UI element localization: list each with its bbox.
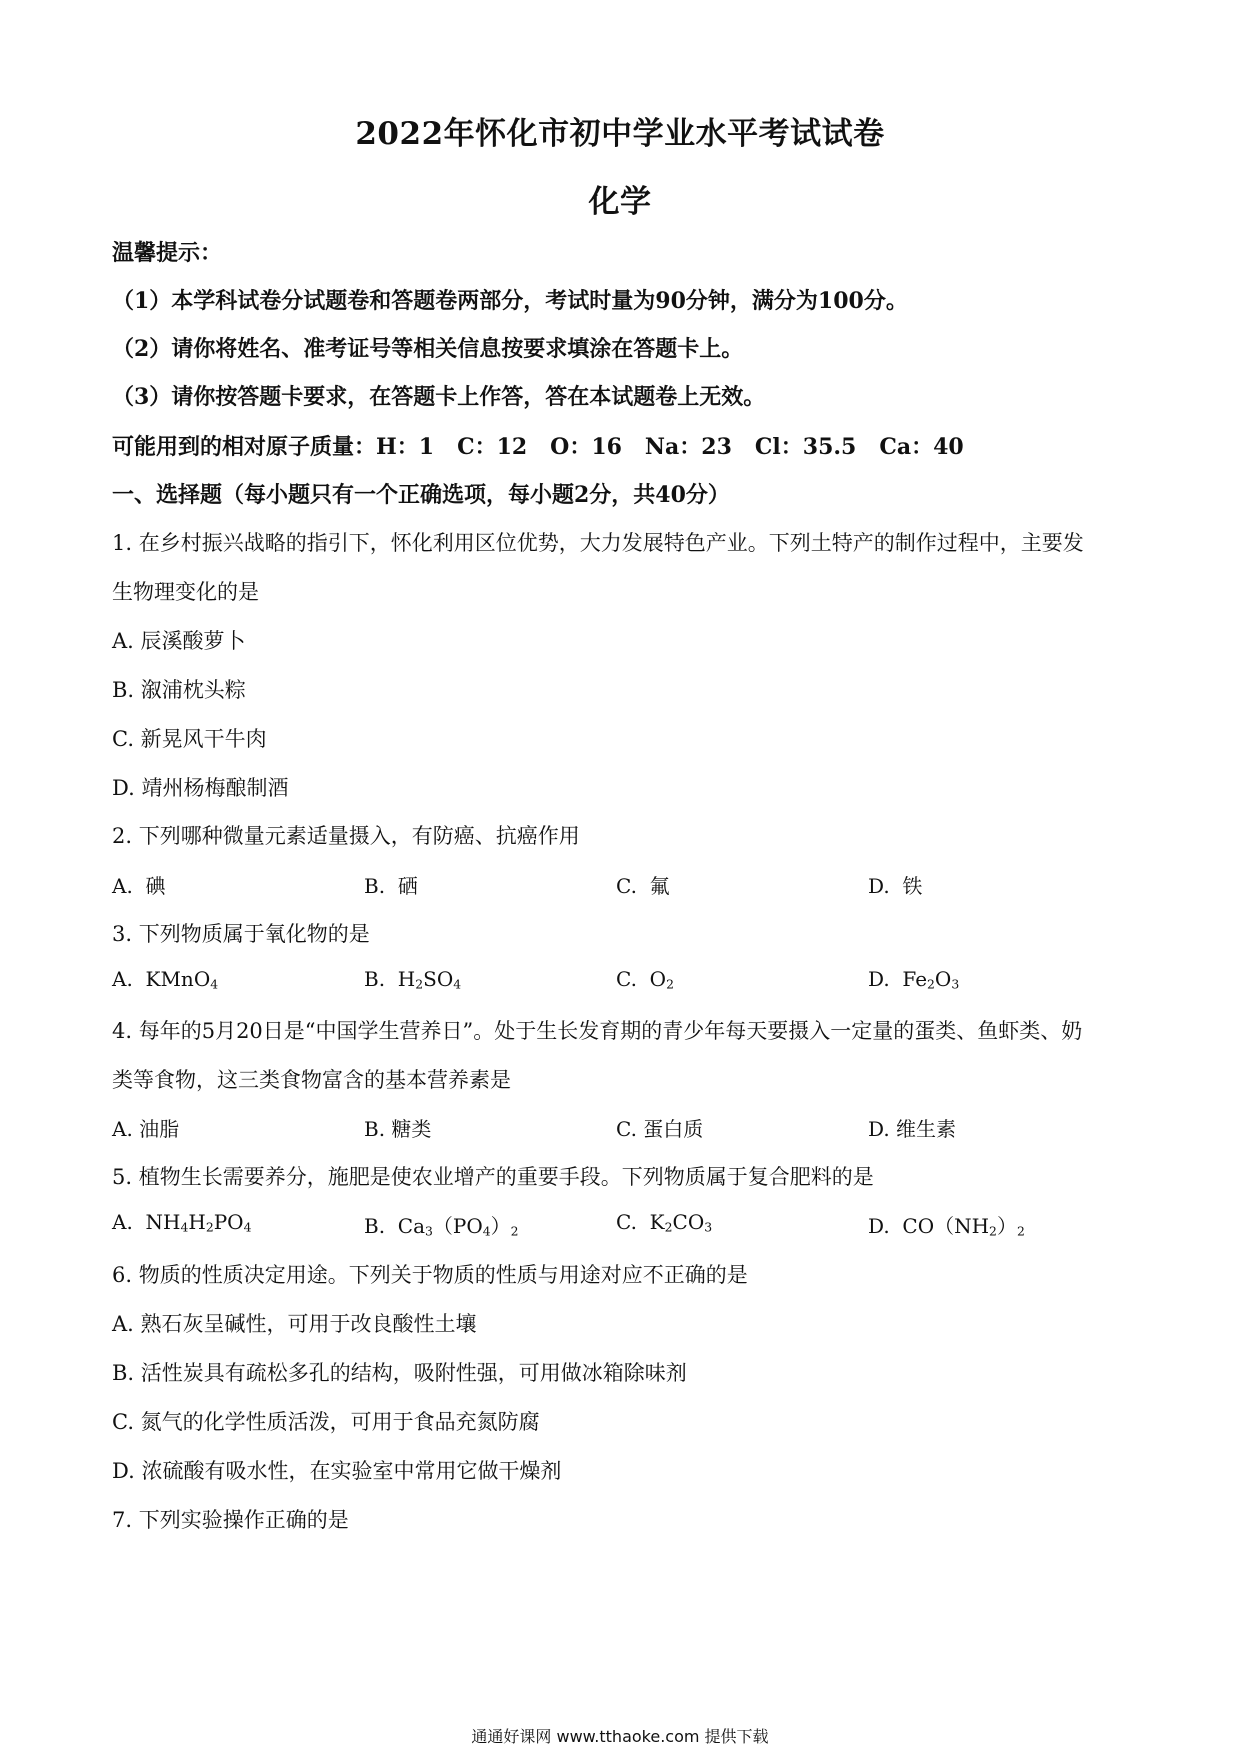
q3-option-c: C. $O_2$: [616, 967, 674, 992]
q6-stem: 6. 物质的性质决定用途。下列关于物质的性质与用途对应不正确的是: [112, 1263, 748, 1287]
q6-option-a: A. 熟石灰呈碱性，可用于改良酸性土壤: [112, 1312, 477, 1336]
q1-option-d: D. 靖州杨梅酿制酒: [112, 776, 289, 800]
q3-stem: 3. 下列物质属于氧化物的是: [112, 922, 370, 946]
q2-option-c: C. 氟: [616, 874, 670, 898]
q1-option-c: C. 新晃风干牛肉: [112, 727, 267, 751]
q1-stem-line1: 1. 在乡村振兴战略的指引下，怀化利用区位优势，大力发展特色产业。下列土特产的制作过程中，主要发: [112, 531, 1084, 555]
q5-option-d: D. $CO(NH_2)_2$: [868, 1214, 1025, 1239]
q4-option-d: D. 维生素: [868, 1117, 957, 1141]
q4-stem-line2: 类等食物，这三类食物富含的基本营养素是: [112, 1068, 511, 1092]
q2-option-b: B. 硒: [364, 874, 418, 898]
q2-stem: 2. 下列哪种微量元素适量摄入，有防癌、抗癌作用: [112, 824, 580, 848]
q4-option-c: C. 蛋白质: [616, 1117, 704, 1141]
tips-label: 温馨提示：: [112, 240, 223, 266]
footer-watermark: 通通好课网 www.tthaoke.com 提供下载: [471, 1727, 769, 1746]
q1-stem-line2: 生物理变化的是: [112, 580, 259, 604]
q4-stem-line1: 4. 每年的5月20日是“中国学生营养日”。处于生长发育期的青少年每天要摄入一定量的蛋类、鱼虾类、奶: [112, 1019, 1083, 1043]
section1-heading: 一、选择题（每小题只有一个正确选项，每小题2分，共40分）: [112, 482, 730, 508]
tip-1: （1）本学科试卷分试题卷和答题卷两部分，考试时量为90分钟，满分为100分。: [112, 288, 908, 314]
tip-2: （2）请你将姓名、准考证号等相关信息按要求填涂在答题卡上。: [112, 336, 744, 362]
q7-stem: 7. 下列实验操作正确的是: [112, 1508, 349, 1532]
q6-option-c: C. 氮气的化学性质活泼，可用于食品充氮防腐: [112, 1410, 540, 1434]
exam-subject: 化学: [588, 184, 652, 220]
q3-option-b: B. $H_2SO_4$: [364, 967, 462, 992]
q3-option-d: D. $Fe_2O_3$: [868, 967, 960, 992]
q1-option-a: A. 辰溪酸萝卜: [112, 629, 246, 653]
q6-option-b: B. 活性炭具有疏松多孔的结构，吸附性强，可用做冰箱除味剂: [112, 1361, 687, 1385]
q2-option-d: D. 铁: [868, 874, 923, 898]
q5-option-c: C. $K_2CO_3$: [616, 1210, 713, 1235]
q5-stem: 5. 植物生长需要养分，施肥是使农业增产的重要手段。下列物质属于复合肥料的是: [112, 1165, 874, 1189]
q2-option-a: A. 碘: [112, 874, 166, 898]
q4-option-b: B. 糖类: [364, 1117, 432, 1141]
q5-option-b: B. $Ca_3(PO_4)_2$: [364, 1214, 519, 1239]
q6-option-d: D. 浓硫酸有吸水性，在实验室中常用它做干燥剂: [112, 1459, 562, 1483]
tip-3: （3）请你按答题卡要求，在答题卡上作答，答在本试题卷上无效。: [112, 384, 766, 410]
q1-option-b: B. 溆浦枕头粽: [112, 678, 246, 702]
q3-option-a: A. KMnO$_4$: [112, 967, 219, 992]
q5-option-a: A. $NH_4H_2PO_4$: [112, 1210, 252, 1235]
exam-title: 2022年怀化市初中学业水平考试试卷: [355, 116, 885, 152]
q4-option-a: A. 油脂: [112, 1117, 180, 1141]
atomic-masses: 可能用到的相对原子质量：H：1 C：12 O：16 Na：23 Cl：35.5 Ca：40: [112, 434, 964, 460]
